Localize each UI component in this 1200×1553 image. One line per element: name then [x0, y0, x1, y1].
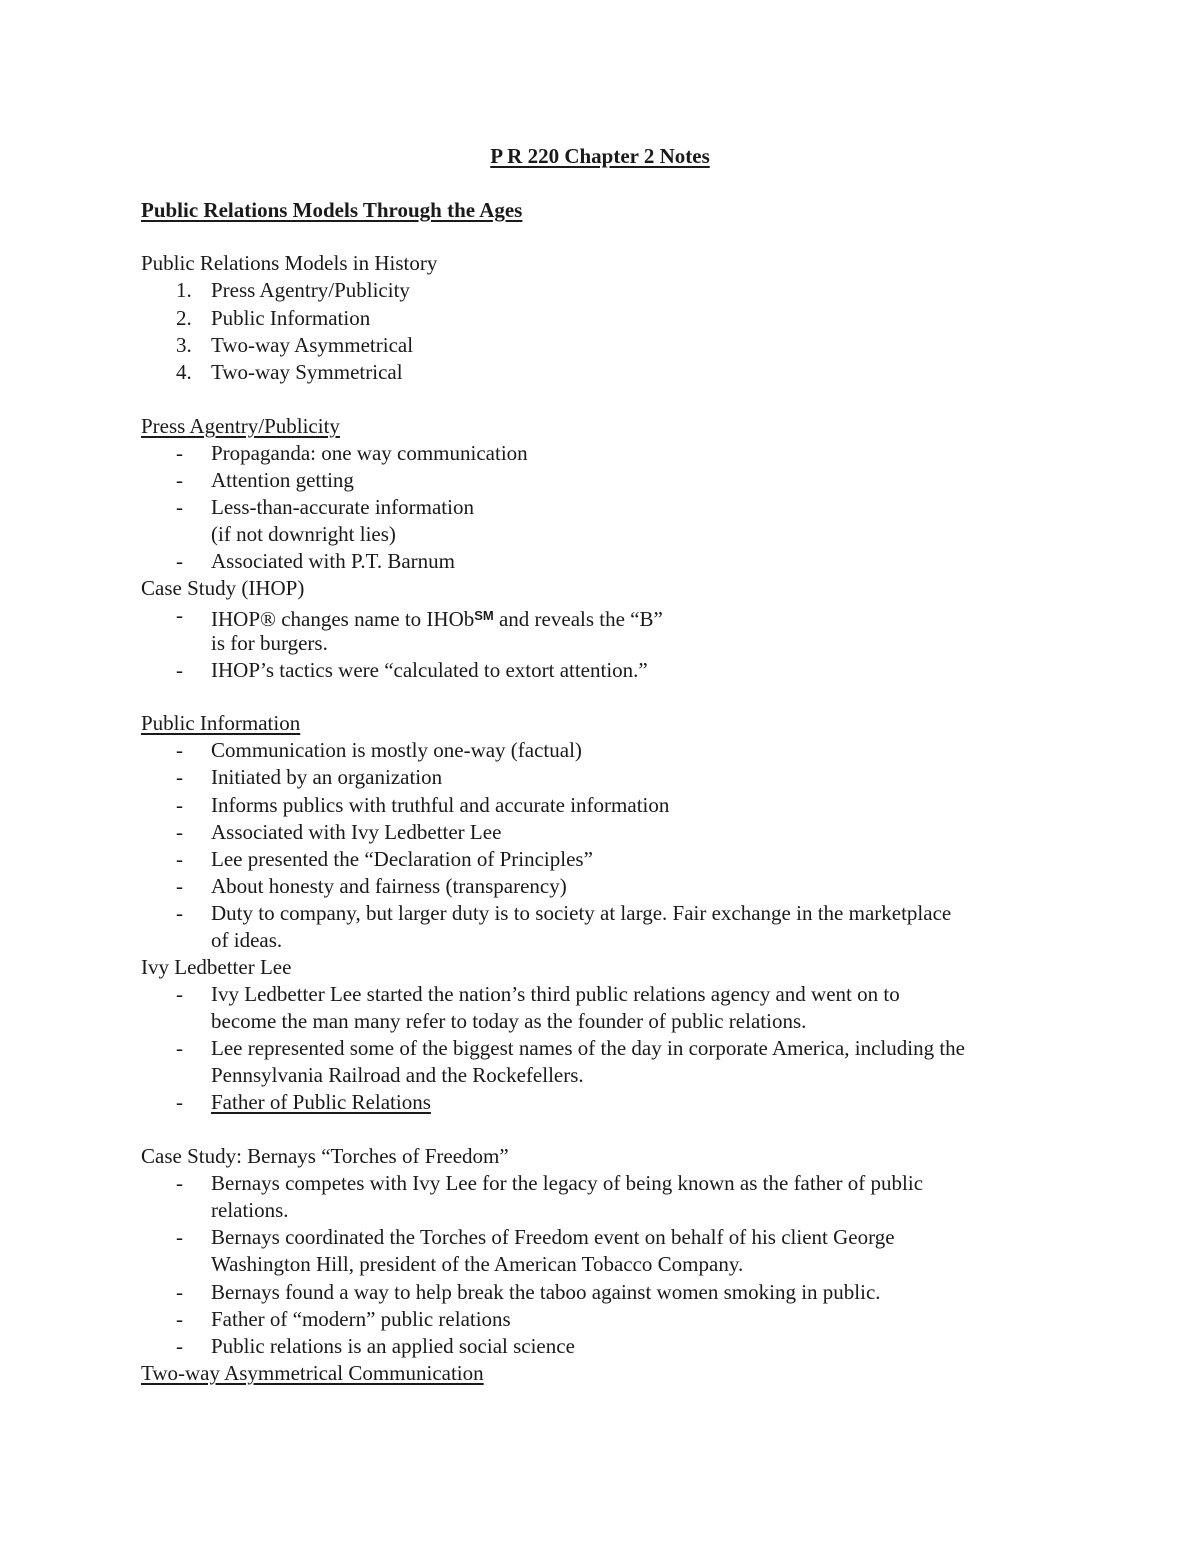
list-item: Informs publics with truthful and accurate information: [211, 793, 670, 817]
bullet-dash: -: [176, 549, 183, 573]
list-number: 4.: [176, 360, 192, 384]
service-mark-superscript: SM: [474, 608, 494, 623]
page-title: P R 220 Chapter 2 Notes: [490, 144, 710, 168]
list-item: Associated with Ivy Ledbetter Lee: [211, 820, 502, 844]
list-item: Associated with P.T. Barnum: [211, 549, 456, 573]
bernays-case-heading: Case Study: Bernays “Torches of Freedom”: [141, 1144, 509, 1168]
list-item-continued: Pennsylvania Railroad and the Rockefellers.: [211, 1063, 584, 1087]
bullet-dash: -: [176, 820, 183, 844]
section-heading-models: Public Relations Models Through the Ages: [141, 198, 523, 222]
bullet-dash: -: [176, 603, 183, 627]
bullet-dash: -: [176, 847, 183, 871]
list-item: Father of Public Relations: [211, 1090, 431, 1114]
list-item-continued: become the man many refer to today as the founder of public relations.: [211, 1009, 807, 1033]
list-number: 1.: [176, 278, 192, 302]
bullet-dash: -: [176, 1036, 183, 1060]
list-item: Press Agentry/Publicity: [211, 278, 410, 302]
two-way-asymmetrical-heading: Two-way Asymmetrical Communication: [141, 1361, 484, 1385]
list-item: Communication is mostly one-way (factual): [211, 738, 582, 762]
list-item: Two-way Symmetrical: [211, 360, 403, 384]
list-item: Public Information: [211, 306, 371, 330]
list-item: Propaganda: one way communication: [211, 441, 528, 465]
list-item: Bernays competes with Ivy Lee for the legacy of being known as the father of public: [211, 1171, 924, 1195]
bullet-dash: -: [176, 1225, 183, 1249]
list-item: Ivy Ledbetter Lee started the nation’s third public relations agency and went on to: [211, 982, 900, 1006]
list-number: 3.: [176, 333, 192, 357]
ihop-case-heading: Case Study (IHOP): [141, 576, 305, 600]
bullet-dash: -: [176, 658, 183, 682]
list-item: Lee presented the “Declaration of Principles”: [211, 847, 593, 871]
bullet-dash: -: [176, 441, 183, 465]
list-item: Father of “modern” public relations: [211, 1307, 511, 1331]
list-item: Less-than-accurate information: [211, 495, 474, 519]
bullet-dash: -: [176, 901, 183, 925]
list-item: Lee represented some of the biggest names of the day in corporate America, including the: [211, 1036, 965, 1060]
bullet-dash: -: [176, 1090, 183, 1114]
bullet-dash: -: [176, 468, 183, 492]
ihop-text-part: and reveals the “B”: [493, 607, 663, 631]
list-item-continued: of ideas.: [211, 928, 283, 952]
list-item: Two-way Asymmetrical: [211, 333, 414, 357]
public-information-heading: Public Information: [141, 711, 301, 735]
bullet-dash: -: [176, 765, 183, 789]
list-item-continued: is for burgers.: [211, 631, 328, 655]
bullet-dash: -: [176, 1334, 183, 1358]
models-intro: Public Relations Models in History: [141, 251, 438, 275]
bullet-dash: -: [176, 495, 183, 519]
press-agentry-heading: Press Agentry/Publicity: [141, 414, 340, 438]
list-item: [211, 602, 663, 633]
bullet-dash: -: [176, 1171, 183, 1195]
list-item: Bernays found a way to help break the taboo against women smoking in public.: [211, 1280, 881, 1304]
list-item-continued: Washington Hill, president of the American Tobacco Company.: [211, 1252, 744, 1276]
list-item: Duty to company, but larger duty is to society at large. Fair exchange in the marketplace: [211, 901, 952, 925]
list-number: 2.: [176, 306, 192, 330]
ivy-lee-heading: Ivy Ledbetter Lee: [141, 955, 292, 979]
ihop-text-part: IHOP® changes name to IHOb: [211, 607, 475, 631]
list-item-continued: (if not downright lies): [211, 522, 396, 546]
bullet-dash: -: [176, 1280, 183, 1304]
list-item: Public relations is an applied social science: [211, 1334, 575, 1358]
list-item-continued: relations.: [211, 1198, 289, 1222]
list-item: Bernays coordinated the Torches of Freedom event on behalf of his client George: [211, 1225, 895, 1249]
bullet-dash: -: [176, 874, 183, 898]
list-item: Initiated by an organization: [211, 765, 443, 789]
bullet-dash: -: [176, 1307, 183, 1331]
bullet-dash: -: [176, 793, 183, 817]
list-item: Attention getting: [211, 468, 354, 492]
list-item: IHOP’s tactics were “calculated to extort attention.”: [211, 658, 648, 682]
bullet-dash: -: [176, 738, 183, 762]
list-item: About honesty and fairness (transparency): [211, 874, 567, 898]
bullet-dash: -: [176, 982, 183, 1006]
